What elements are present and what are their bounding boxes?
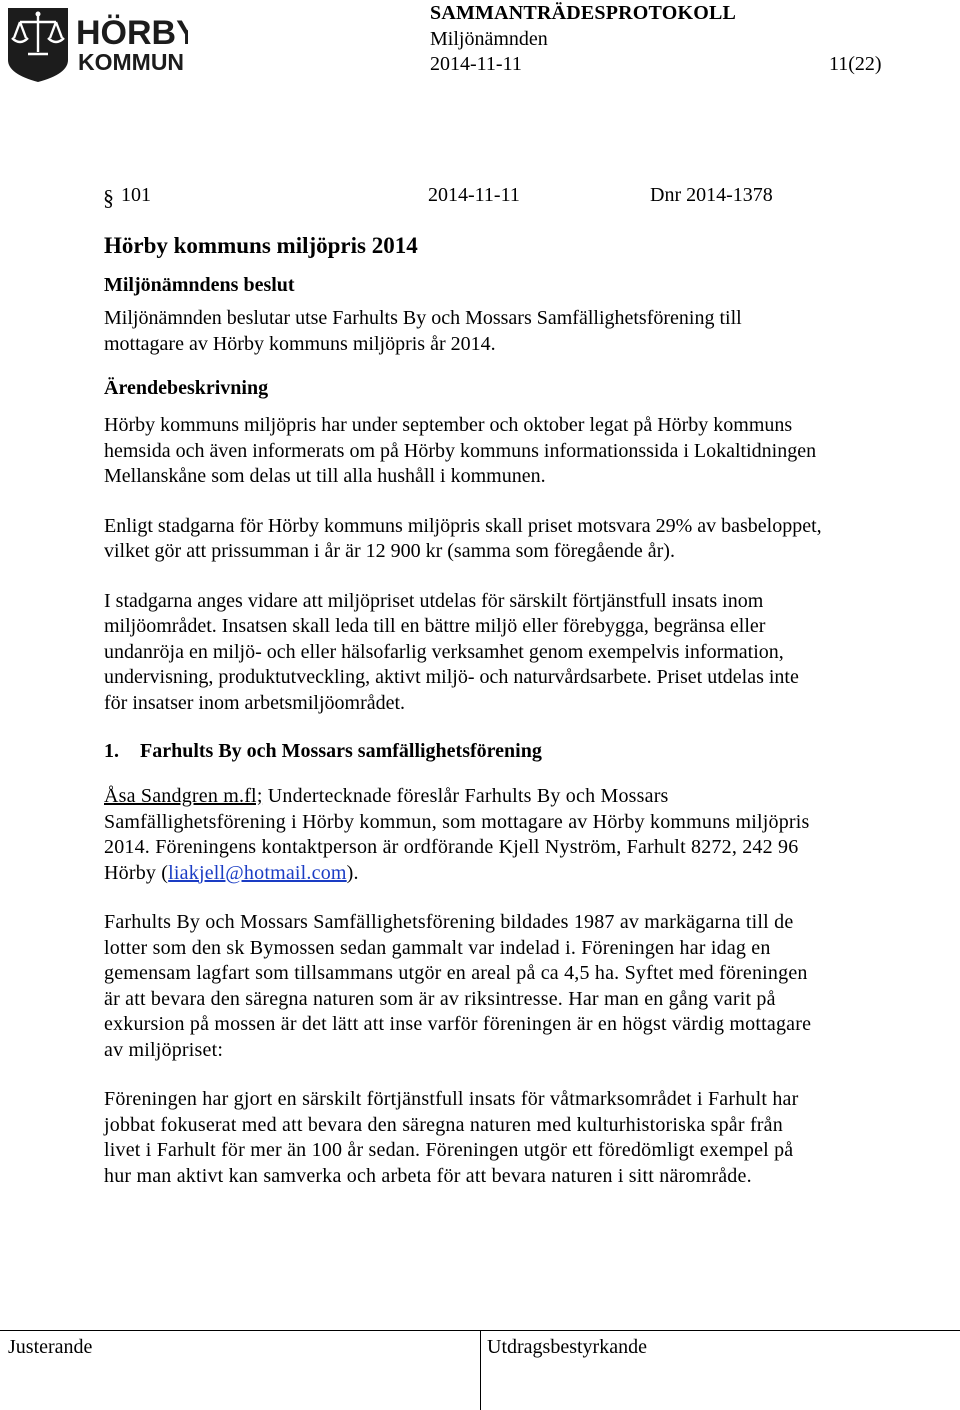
paragraph-prize-amount: Enligt stadgarna för Hörby kommuns miljöpris skall priset motsvara 29% av basbeloppet, vilket gör att prissumman i år är 12 900 kr (samma som föregående år). [104,514,822,562]
decision-text: Miljönämnden beslutar utse Farhults By och Mossars Samfällighetsförening till mottagare av Hörby kommuns miljöpris år 2014. [104,307,742,355]
paragraph-association-history: Farhults By och Mossars Samfällighetsförening bildades 1987 av markägarna till de lotter som den sk Bymossen sedan gammalt var indelad i. Föreningen har idag en gemensam lagfart som tillsammans utgör en areal på ca 4,5 ha. Syftet med föreningen är att bevara den säregna naturen som är av riksintresse. Har man en gång varit på exkursion på mossen är det lätt att inse varför föreningen är en högst värdig mottagare av miljöpriset: [104,911,812,1061]
contact-email-link[interactable]: liakjell@hotmail.com [168,861,347,884]
nominee-heading [104,738,824,764]
document-body [104,232,824,1213]
case-date: 2014-11-11 [428,184,520,206]
logo-subtitle: KOMMUN [78,49,185,75]
section-sign-icon [103,186,115,210]
scales-of-justice-crest-icon [6,4,188,84]
hörby-kommun-logo [6,4,188,84]
committee-name: Miljönämnden [430,28,548,50]
page-number: 11(22) [829,53,882,75]
nominator-name: Åsa Sandgren m.fl; [104,785,263,807]
nomination-end: ). [346,861,359,884]
nominee-name: Farhults By och Mossars samfällighetsförening [140,740,542,762]
svg-text:§: § [103,186,114,210]
logo-name: HÖRBY [76,14,188,52]
case-dnr: Dnr 2014-1378 [650,184,773,206]
case-number: 101 [121,184,151,206]
document-title: Hörby kommuns miljöpris 2014 [104,233,418,258]
paragraph-merits: Föreningen har gjort en särskilt förtjänstfull insats för våtmarksområdet i Farhult har jobbat fokuserat med att bevara den säregna naturen med kulturhistoriska spår från livet i Farhult för mer än 100 år sedan. Föreningen utgör ett föredömligt exempel på hur man aktivt kan samverka och arbeta för att bevara naturen i sitt närområde. [104,1088,799,1187]
footer-justerande: Justerande [8,1336,93,1358]
protocol-title: SAMMANTRÄDESPROTOKOLL [430,2,737,24]
nomination-text: Undertecknade föreslår Farhults By och Mossars Samfällighetsförening i Hörby kommun, som mottagare av Hörby kommuns miljöpris 2014. Föreningens kontaktperson är ordförande Kjell Nyström, Farhult 8272, 242 96 Hörby ( [104,785,810,884]
footer-column-divider [480,1330,481,1410]
paragraph-nomination [104,784,824,886]
paragraph-criteria: I stadgarna anges vidare att miljöpriset utdelas för särskilt förtjänstfull insats inom miljöområdet. Insatsen skall leda till en bättre miljö eller förebygga, begränsa eller undanröja en miljö- och eller hälsofarlig verksamhet genom exempelvis information, undervisning, produktutveckling, aktivt miljö- och naturvårdsarbete. Priset utdelas inte för insatser inom arbetsmiljöområdet. [104,589,799,714]
footer-utdragsbestyrkande: Utdragsbestyrkande [487,1336,647,1358]
description-heading: Ärendebeskrivning [104,377,269,399]
paragraph-announcement: Hörby kommuns miljöpris har under september och oktober legat på Hörby kommuns hemsida och även informerats om på Hörby kommuns informationssida i Lokaltidningen Mellanskåne som delas ut till alla hushåll i kommunen. [104,414,817,487]
nominee-number: 1. [104,740,119,762]
decision-heading: Miljönämndens beslut [104,274,295,296]
meeting-date: 2014-11-11 [430,53,522,75]
